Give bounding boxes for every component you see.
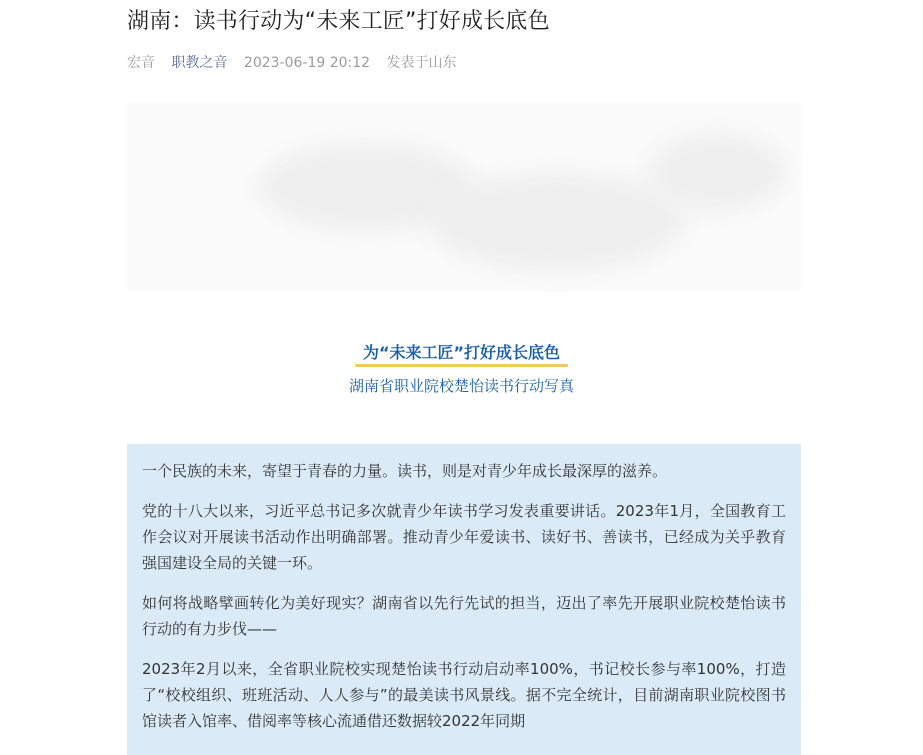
publish-datetime: 2023-06-19 20:12	[243, 55, 371, 71]
article-cover-image	[127, 102, 801, 292]
intro-paragraph: 2023年2月以来，全省职业院校实现楚怡读书行动启动率100%，书记校长参与率100%，打造了“校校组织、班班活动、人人参与”的最美读书风景线。据不完全统计，目前湖南职业院校图书馆读者入馆率、借阅率等核心流通借还数据较2022年同期	[142, 660, 786, 730]
section-subtitle: 湖南省职业院校楚怡读书行动写真	[348, 377, 574, 395]
intro-paragraph: 党的十八大以来，习近平总书记多次就青少年读书学习发表重要讲话。2023年1月，全国教育工作会议对开展读书活动作出明确部署。推动青少年爱读书、读好书、善读书，已经成为关乎教育强国建设全局的关键一环。	[142, 502, 786, 572]
author-name: 宏音	[127, 55, 155, 71]
account-link[interactable]: 职教之音	[171, 55, 228, 71]
intro-paragraph: 一个民族的未来，寄望于青春的力量。读书，则是对青少年成长最深厚的滋养。	[142, 462, 668, 480]
intro-box	[127, 444, 801, 755]
section-heading	[0, 340, 923, 396]
section-title: 为“未来工匠”打好成长底色	[361, 340, 562, 367]
article-title: 湖南：读书行动为“未来工匠”打好成长底色	[127, 9, 550, 34]
article-meta	[127, 52, 469, 72]
publish-location: 发表于山东	[386, 55, 457, 71]
intro-paragraph: 如何将战略擘画转化为美好现实？湖南省以先行先试的担当，迈出了率先开展职业院校楚怡读书行动的有力步伐——	[142, 594, 786, 638]
